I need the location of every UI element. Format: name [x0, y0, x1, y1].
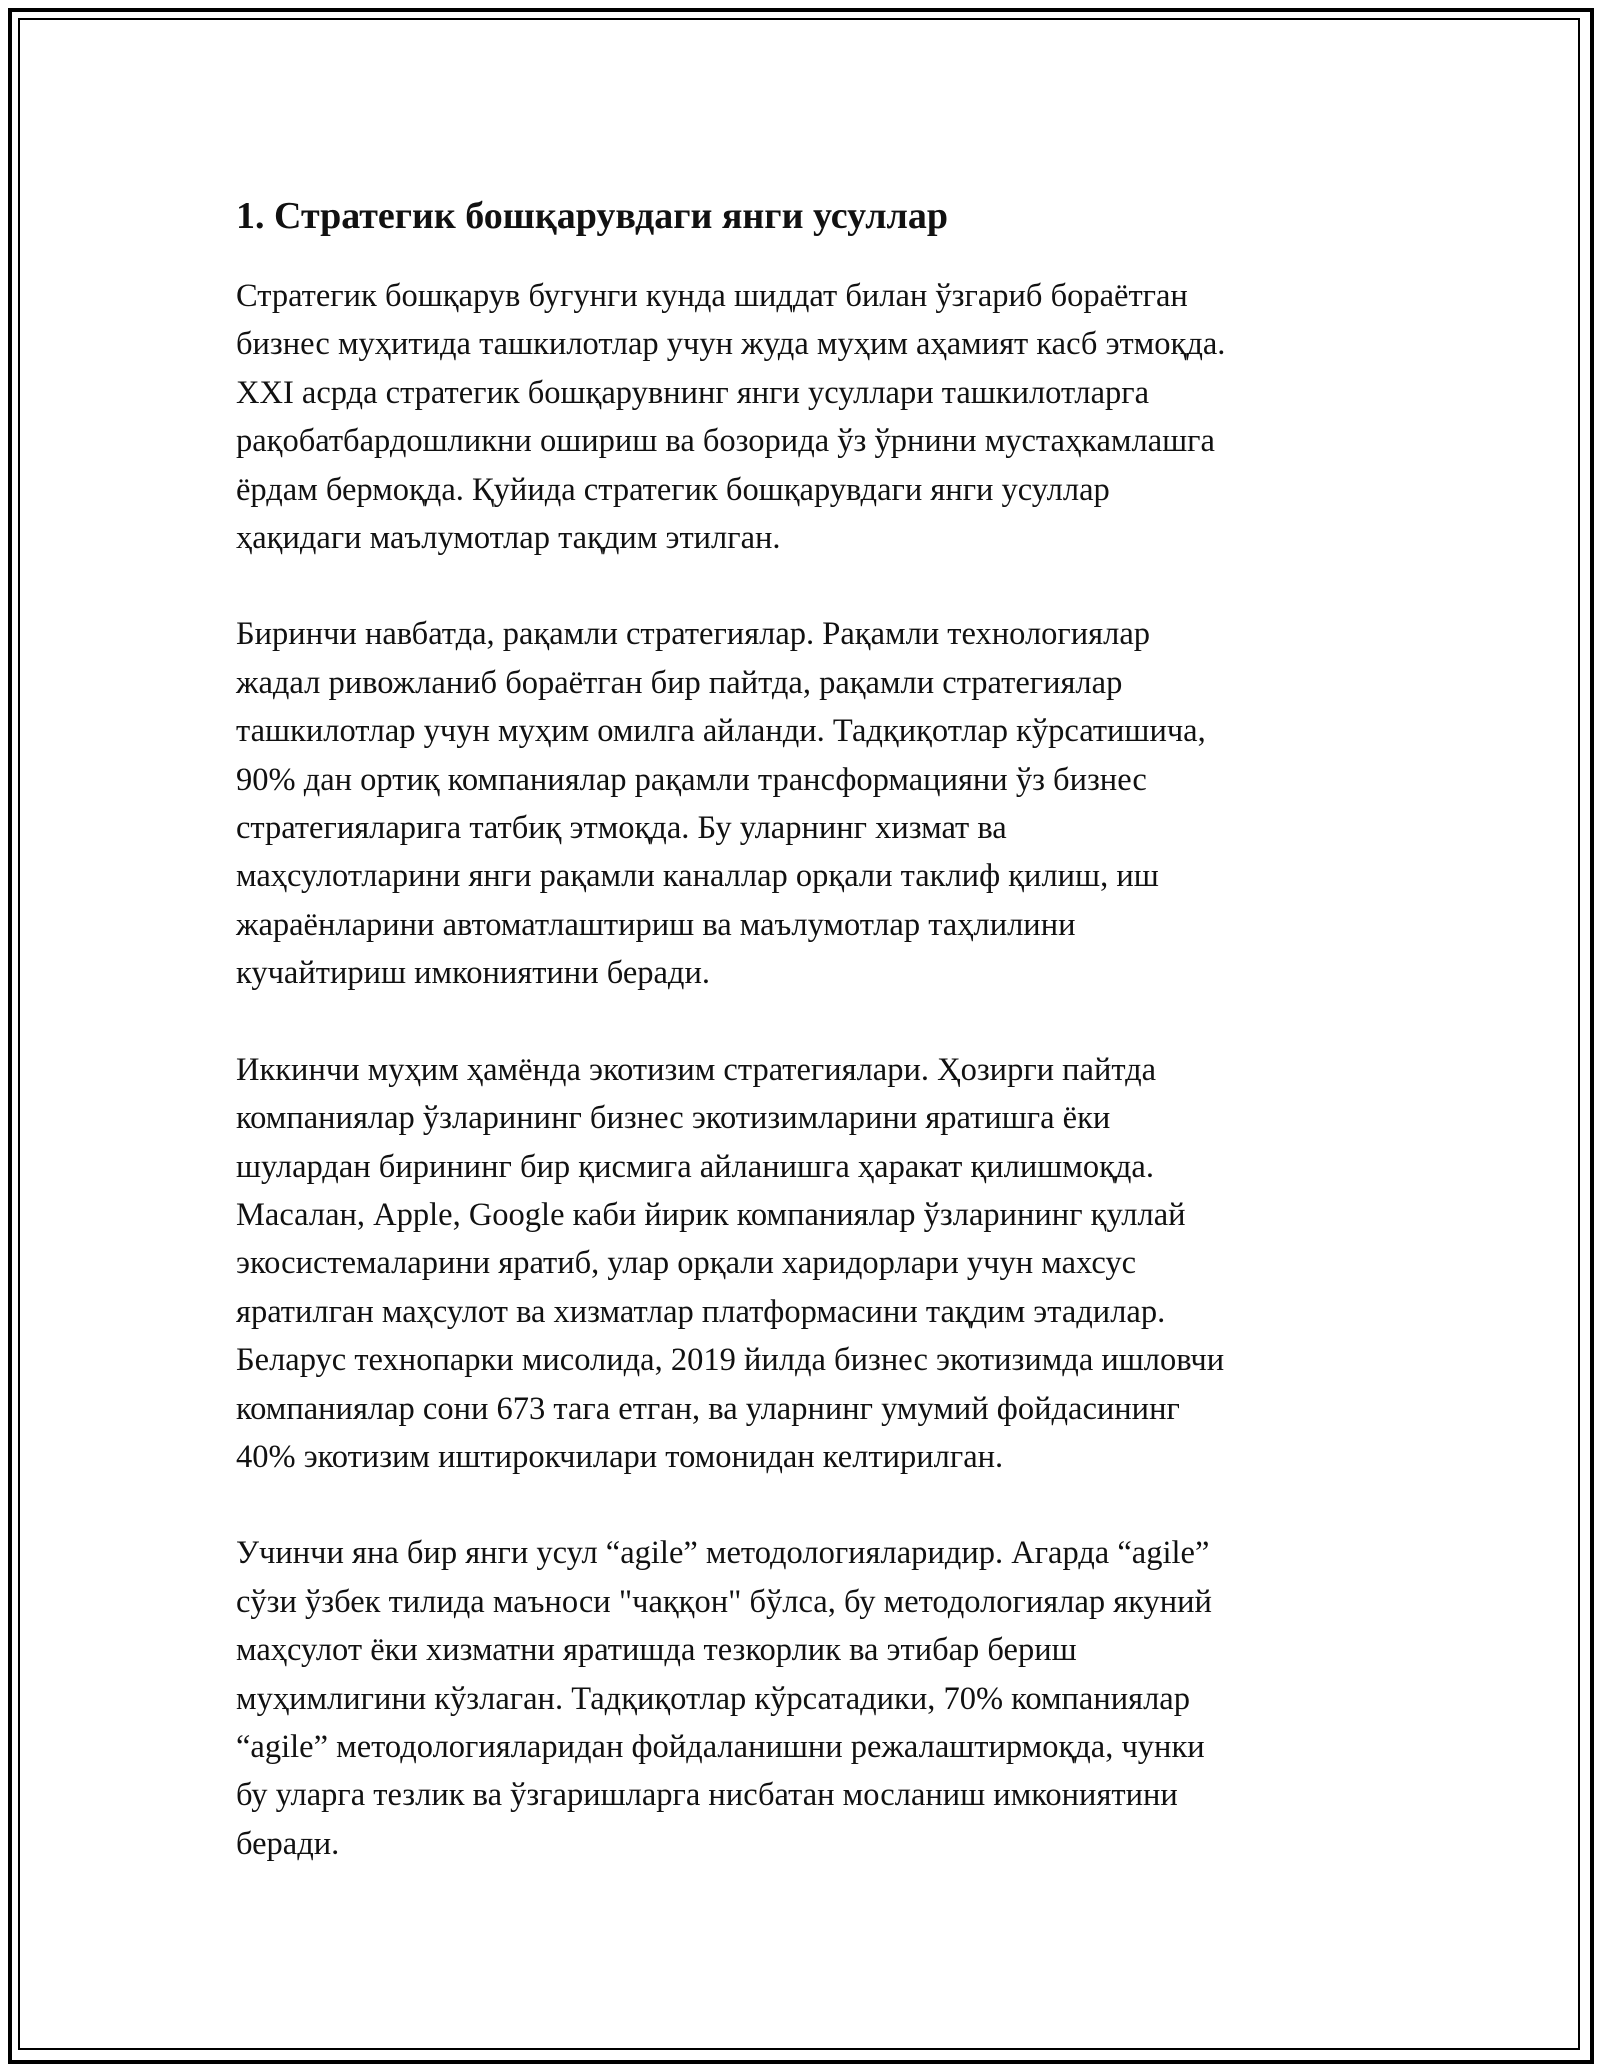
paragraph-1: Стратегик бошқарув бугунги кунда шиддат билан ўзгариб бораётган бизнес муҳитида ташкилотлар учун жуда муҳим аҳамият касб этмоқда. XXI асрда стратегик бошқарувнинг янги усуллари ташкилотларга рақобатбардошликни ошириш ва бозорида ўз ўрнини мустаҳкамлашга ёрдам бермоқда. Қуйида стратегик бошқарувдаги янги усуллар ҳақидаги маълумотлар тақдим этилган. [236, 278, 1226, 557]
paragraph-2: Биринчи навбатда, рақамли стратегиялар. Рақамли технологиялар жадал ривожланиб бораётган бир пайтда, рақамли стратегиялар ташкилотлар учун муҳим омилга айланди. Тадқиқотлар кўрсатишича, 90% дан ортиқ компаниялар рақамли трансформацияни ўз бизнес стратегияларига татбиқ этмоқда. Бу уларнинг хизмат ва маҳсулотларини янги рақамли каналлар орқали таклиф қилиш, иш жараёнларини автоматлаштириш ва маълумотлар таҳлилини кучайтириш имкониятини беради. [236, 616, 1206, 992]
paragraph-4: Учинчи яна бир янги усул “agile” методологияларидир. Агарда “agile” сўзи ўзбек тилида маъноси "чаққон" бўлса, бу методологиялар якуний маҳсулот ёки хизматни яратишда тезкорлик ва этибар бериш муҳимлигини кўзлаган. Тадқиқотлар кўрсатадики, 70% компаниялар “agile” методологияларидан фойдаланишни режалаштирмоқда, чунки бу уларга тезлик ва ўзгаришларга нисбатан мосланиш имкониятини беради. [236, 1535, 1212, 1862]
paragraph-3: Иккинчи муҳим ҳамёнда экотизим стратегиялари. Ҳозирги пайтда компаниялар ўзларининг бизнес экотизимларини яратишга ёки шулардан бирининг бир қисмига айланишга ҳаракат қилишмоқда. Масалан, Apple, Google каби йирик компаниялар ўзларининг қуллай экосистемаларини яратиб, улар орқали харидорлари учун махсус яратилган маҳсулот ва хизматлар платформасини тақдим этадилар. Беларус технопарки мисолида, 2019 йилда бизнес экотизимда ишловчи компаниялар сони 673 тага етган, ва уларнинг умумий фойдасининг 40% экотизим иштирокчилари томонидан келтирилган. [236, 1051, 1225, 1475]
page-title: 1. Стратегик бошқарувдаги янги усуллар [236, 195, 948, 237]
document-body [236, 190, 1366, 1916]
